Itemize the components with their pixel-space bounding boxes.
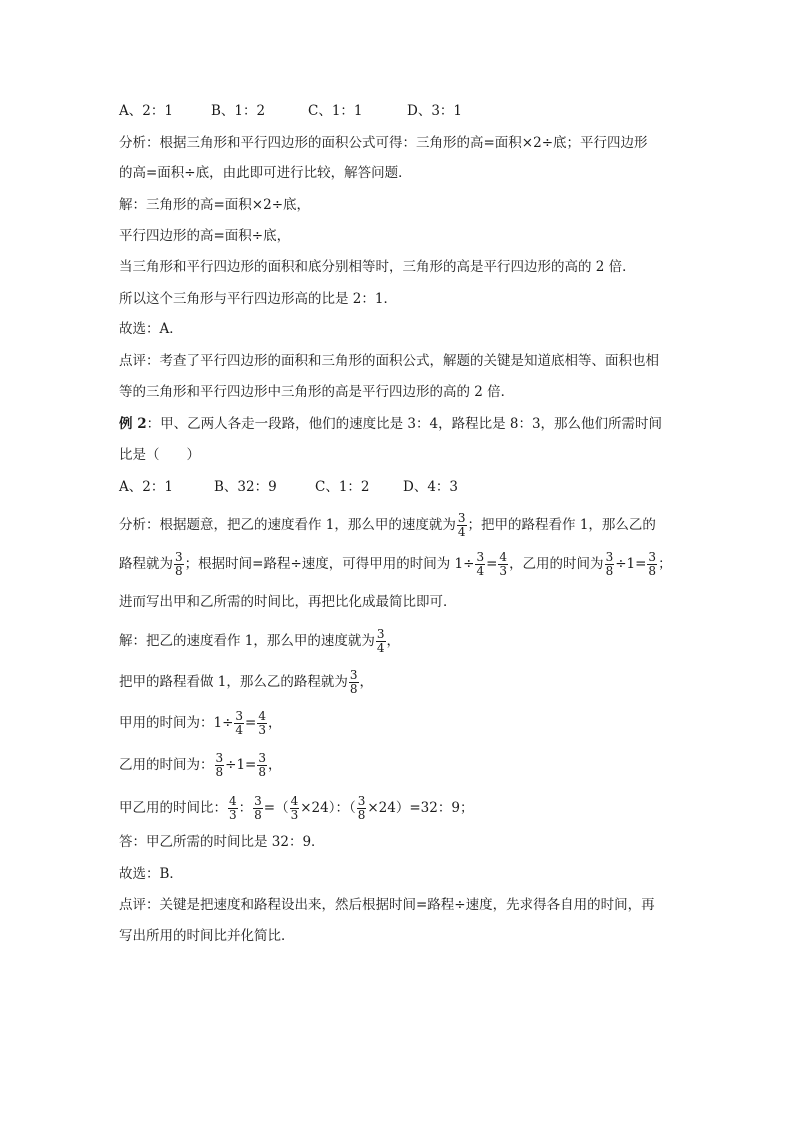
q1-option-c: C、1：1 <box>308 103 363 119</box>
q1-options <box>119 101 462 121</box>
denominator: 8 <box>357 808 366 822</box>
q1-option-d: D、3：1 <box>407 103 463 119</box>
denominator: 8 <box>254 808 262 822</box>
fraction-three-eighths <box>257 752 267 779</box>
solution-text: 甲乙用的时间比： <box>119 800 227 816</box>
solution-text: ÷1= <box>225 757 257 773</box>
denominator: 3 <box>258 723 266 737</box>
q1-answer: 故选：A． <box>119 321 183 337</box>
solution-text: = <box>245 715 257 731</box>
numerator: 3 <box>457 511 466 525</box>
solution-text: 把甲的路程看做 1，那么乙的路程就为 <box>119 674 348 690</box>
q1-comment-line-2: 等的三角形和平行四边形中三角形的高是平行四边形的高的 2 倍． <box>119 384 515 400</box>
q2-solution-line-2 <box>119 669 373 696</box>
solution-text: ， <box>386 633 401 649</box>
q2-solution-line-1 <box>119 628 400 655</box>
fraction-four-thirds <box>498 551 508 578</box>
q2-comment-line-2: 写出所用的时间比并化简比． <box>119 928 295 944</box>
analysis-text: 分析：根据题意，把乙的速度看作 1，那么甲的速度就为 <box>119 517 456 533</box>
numerator: 3 <box>254 794 262 808</box>
fraction-three-eighths <box>174 551 184 578</box>
q2-option-a: A、2：1 <box>119 479 173 495</box>
q1-solution-line-3: 当三角形和平行四边形的面积和底分别相等时，三角形的高是平行四边形的高的 2 倍． <box>119 259 636 275</box>
numerator: 3 <box>476 550 485 564</box>
numerator: 3 <box>357 794 366 808</box>
fraction-three-eighths <box>605 551 615 578</box>
denominator: 3 <box>499 564 508 578</box>
q2-option-d: D、4：3 <box>403 479 459 495</box>
denominator: 3 <box>229 808 237 822</box>
denominator: 8 <box>605 564 614 578</box>
q2-analysis-line-2 <box>119 551 672 578</box>
q2-label: 例 2 <box>119 416 147 432</box>
numerator: 4 <box>499 550 508 564</box>
analysis-text: ； <box>658 556 672 572</box>
solution-text: 解：把乙的速度看作 1，那么甲的速度就为 <box>119 633 375 649</box>
numerator: 3 <box>258 751 266 765</box>
numerator: 3 <box>235 709 244 723</box>
denominator: 8 <box>349 682 358 696</box>
q1-solution-line-2: 平行四边形的高=面积÷底， <box>119 228 291 244</box>
numerator: 3 <box>605 550 614 564</box>
denominator: 4 <box>376 641 385 655</box>
q1-analysis-line-1: 分析：根据三角形和平行四边形的面积公式可得：三角形的高=面积×2÷底；平行四边形 <box>119 135 648 151</box>
q1-solution-line-4: 所以这个三角形与平行四边形高的比是 2：1． <box>119 291 397 307</box>
q1-analysis-line-2: 的高=面积÷底，由此即可进行比较，解答问题． <box>119 165 412 181</box>
q2-option-c: C、1：2 <box>315 479 370 495</box>
denominator: 4 <box>235 723 244 737</box>
denominator: 8 <box>648 564 657 578</box>
q2-analysis-line-1 <box>119 512 656 539</box>
solution-text: ， <box>268 715 282 731</box>
analysis-text: ÷1= <box>615 556 647 572</box>
q2-solution-line-4 <box>119 752 282 779</box>
q2-stem-line-1 <box>119 414 662 434</box>
numerator: 4 <box>229 794 237 808</box>
q2-solution-line-3 <box>119 710 282 737</box>
q2-solution-line-5 <box>119 795 473 822</box>
q2-option-b: B、32：9 <box>214 479 277 495</box>
analysis-text: = <box>486 556 498 572</box>
analysis-text: ；把甲的路程看作 1，那么乙的 <box>467 517 656 533</box>
analysis-text: ；根据时间=路程÷速度，可得甲用的时间为 1÷ <box>184 556 475 572</box>
denominator: 4 <box>457 525 466 539</box>
fraction-three-eighths <box>215 752 225 779</box>
denominator: 8 <box>258 765 266 779</box>
denominator: 8 <box>175 564 183 578</box>
q1-solution-line-1: 解：三角形的高=面积×2÷底， <box>119 197 311 213</box>
q1-option-b: B、1：2 <box>211 103 266 119</box>
q2-comment-line-1: 点评：关键是把速度和路程设出来，然后根据时间=路程÷速度，先求得各自用的时间，再 <box>119 897 655 913</box>
denominator: 3 <box>290 808 299 822</box>
solution-text: 乙用的时间为： <box>119 757 214 773</box>
fraction-three-eighths <box>349 669 359 696</box>
numerator: 4 <box>290 794 299 808</box>
numerator: 3 <box>349 668 358 682</box>
numerator: 3 <box>215 751 224 765</box>
fraction-four-thirds <box>257 710 267 737</box>
fraction-three-quarters <box>234 710 244 737</box>
solution-text: ×24）：（ <box>300 800 356 816</box>
analysis-text: 路程就为 <box>119 556 173 572</box>
q2-options <box>119 477 458 497</box>
fraction-three-eighths <box>357 795 367 822</box>
solution-text: ， <box>268 757 282 773</box>
q2-reply: 答：甲乙所需的时间比是 32：9． <box>119 834 325 850</box>
fraction-four-thirds <box>290 795 300 822</box>
q1-comment-line-1: 点评：考查了平行四边形的面积和三角形的面积公式，解题的关键是知道底相等、面积也相 <box>119 353 659 369</box>
numerator: 4 <box>258 709 266 723</box>
numerator: 3 <box>175 550 183 564</box>
fraction-four-thirds <box>228 795 238 822</box>
numerator: 3 <box>648 550 657 564</box>
solution-text: ， <box>359 674 374 690</box>
denominator: 4 <box>476 564 485 578</box>
solution-text: ： <box>238 800 253 816</box>
denominator: 8 <box>215 765 224 779</box>
analysis-text: ，乙用的时间为 <box>509 556 604 572</box>
solution-text: 甲用的时间为：1÷ <box>119 715 234 731</box>
q2-stem-text: ：甲、乙两人各走一段路，他们的速度比是 3：4，路程比是 8：3，那么他们所需时间 <box>146 416 663 432</box>
q2-analysis-line-3: 进而写出甲和乙所需的时间比，再把比化成最简比即可． <box>119 594 457 610</box>
q2-stem-line-2: 比是（ ） <box>119 447 200 463</box>
fraction-three-quarters <box>376 628 386 655</box>
solution-text: =（ <box>263 800 289 816</box>
fraction-three-eighths <box>647 551 657 578</box>
numerator: 3 <box>376 627 385 641</box>
q2-answer: 故选：B． <box>119 866 183 882</box>
solution-text: ×24）=32：9； <box>367 800 474 816</box>
q1-option-a: A、2：1 <box>119 103 173 119</box>
fraction-three-eighths <box>253 795 263 822</box>
fraction-three-quarters <box>457 512 467 539</box>
fraction-three-quarters <box>475 551 485 578</box>
